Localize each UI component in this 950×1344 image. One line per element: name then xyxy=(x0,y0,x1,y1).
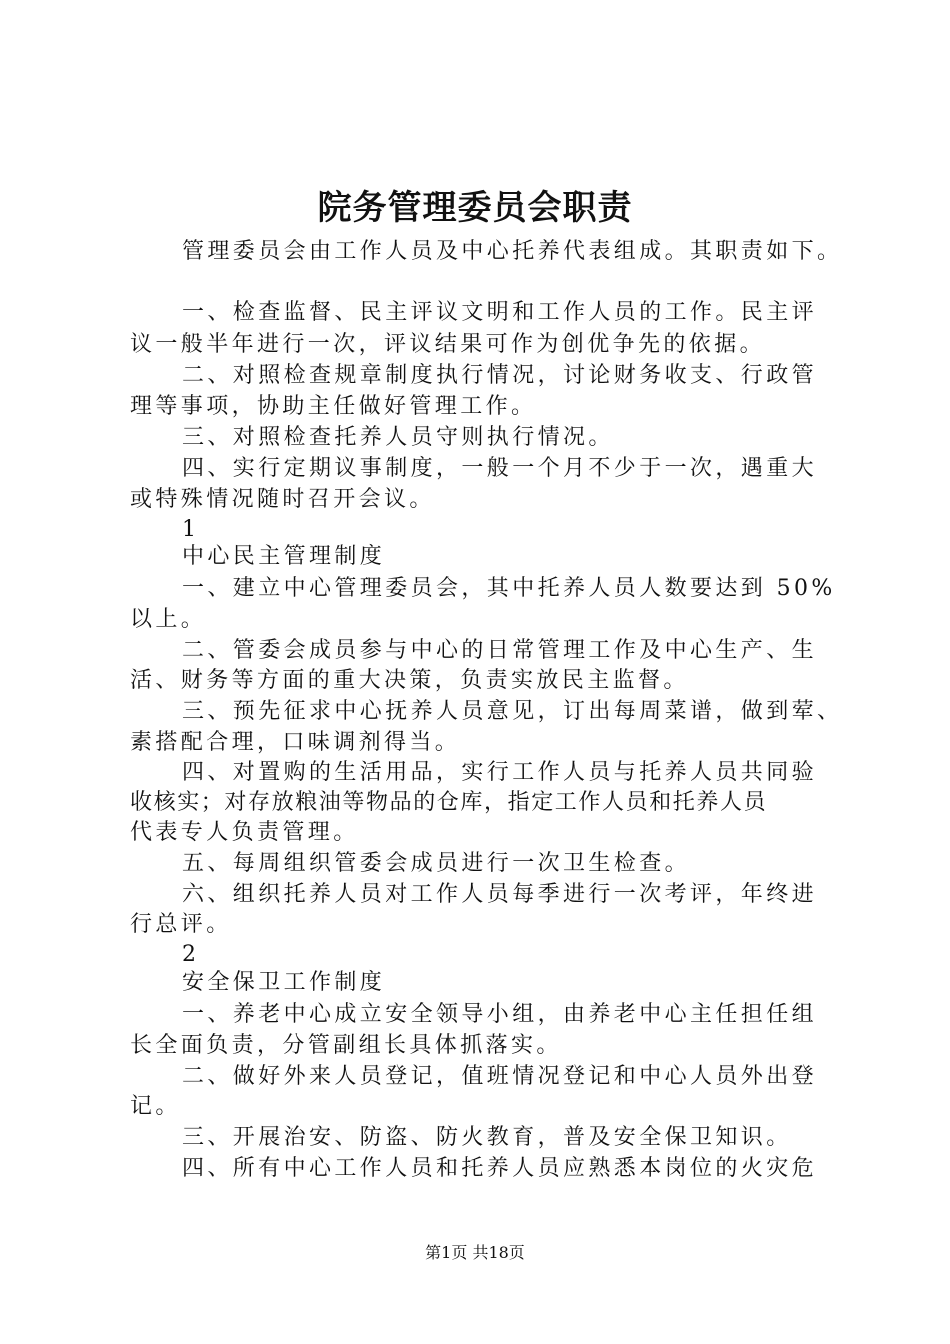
text-line: 六、组织托养人员对工作人员每季进行一次考评，年终进 xyxy=(182,882,818,907)
text-line: 一、建立中心管理委员会，其中托养人员人数要达到 50% xyxy=(182,576,836,601)
text-line: 代表专人负责管理。 xyxy=(130,820,359,845)
text-line: 二、做好外来人员登记，值班情况登记和中心人员外出登 xyxy=(182,1064,818,1089)
section-number: 2 xyxy=(182,942,196,967)
section-heading: 中心民主管理制度 xyxy=(182,544,386,569)
document-title: 院务管理委员会职责 xyxy=(317,188,633,228)
text-line: 四、对置购的生活用品，实行工作人员与托养人员共同验 xyxy=(182,760,818,785)
text-line: 二、对照检查规章制度执行情况，讨论财务收支、行政管 xyxy=(182,363,818,388)
text-line: 三、开展治安、防盗、防火教育，普及安全保卫知识。 xyxy=(182,1125,792,1150)
text-line: 收核实；对存放粮油等物品的仓库，指定工作人员和托养人员 xyxy=(130,790,768,815)
text-line: 活、财务等方面的重大决策，负责实放民主监督。 xyxy=(130,668,689,693)
page-footer: 第1页 共18页 xyxy=(425,1243,525,1262)
text-line: 或特殊情况随时召开会议。 xyxy=(130,487,435,512)
text-line: 记。 xyxy=(130,1094,181,1119)
text-line: 三、预先征求中心抚养人员意见，订出每周菜谱，做到荤、 xyxy=(182,699,843,724)
section-number: 1 xyxy=(182,517,196,542)
text-line: 一、检查监督、民主评议文明和工作人员的工作。民主评 xyxy=(182,300,818,325)
text-line: 议一般半年进行一次，评议结果可作为创优争先的依据。 xyxy=(130,332,766,357)
text-line: 二、管委会成员参与中心的日常管理工作及中心生产、生 xyxy=(182,638,818,663)
text-line: 素搭配合理，口味调剂得当。 xyxy=(130,730,461,755)
text-line: 五、每周组织管委会成员进行一次卫生检查。 xyxy=(182,851,691,876)
text-line: 四、所有中心工作人员和托养人员应熟悉本岗位的火灾危 xyxy=(182,1156,818,1181)
text-line: 长全面负责，分管副组长具体抓落实。 xyxy=(130,1033,562,1058)
text-line: 行总评。 xyxy=(130,912,232,937)
section-heading: 安全保卫工作制度 xyxy=(182,970,386,995)
text-line: 四、实行定期议事制度，一般一个月不少于一次，遇重大 xyxy=(182,456,818,481)
text-line: 以上。 xyxy=(130,607,207,632)
text-line: 一、养老中心成立安全领导小组，由养老中心主任担任组 xyxy=(182,1002,818,1027)
text-line: 三、对照检查托养人员守则执行情况。 xyxy=(182,425,614,450)
text-line: 理等事项，协助主任做好管理工作。 xyxy=(130,394,537,419)
intro-line: 管理委员会由工作人员及中心托养代表组成。其职责如下。 xyxy=(182,239,843,264)
